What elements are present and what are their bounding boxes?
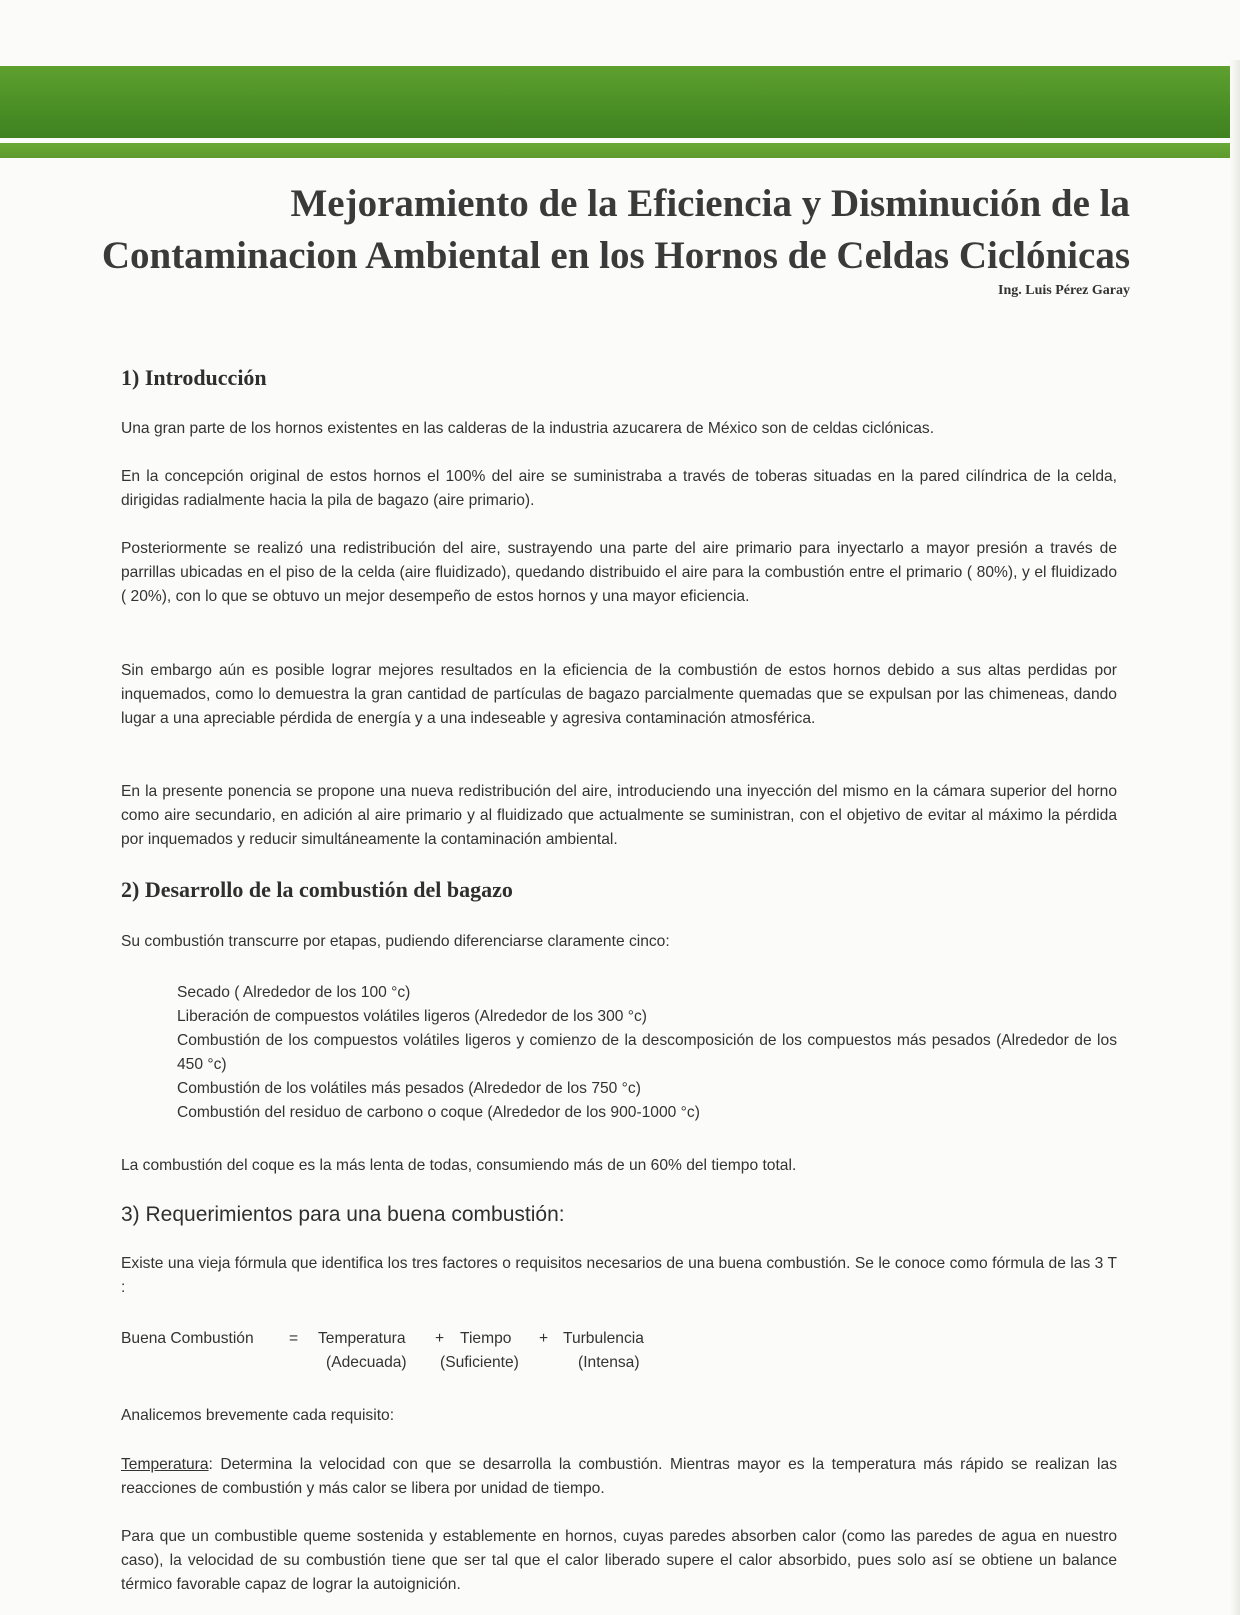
formula-term-turbulencia: Turbulencia (563, 1330, 644, 1347)
formula-term-temperatura: Temperatura (318, 1330, 406, 1347)
formula-equals: = (289, 1330, 299, 1347)
combustion-stages-list (177, 981, 1117, 1125)
banner-stripe (0, 143, 1240, 158)
temperatura-term: Temperatura (121, 1456, 209, 1473)
title-line-1: Mejoramiento de la Eficiencia y Disminución de la (290, 182, 1130, 225)
author-name: Ing. Luis Pérez Garay (998, 283, 1130, 298)
formula-qualifier-suficiente: (Suficiente) (440, 1354, 519, 1371)
header-banner (0, 66, 1240, 138)
final-paragraph: Para que un combustible queme sostenida y establemente en hornos, cuyas paredes absorben calor (como las paredes de agua en nuestro caso), la velocidad de su combustión tiene que ser tal que el calor liberado supere el calor absorbido, pues solo así se obtiene un balance térmico favorable capaz de lograr la autoignición. (121, 1528, 1117, 1593)
stage-item: Combustión de los compuestos volátiles ligeros y comienzo de la descomposición de los compuestos más pesados (Alrededor de los 450 °c) (177, 1032, 1117, 1073)
section-2-intro: Su combustión transcurre por etapas, pudiendo diferenciarse claramente cinco: (121, 933, 670, 950)
document-title (30, 178, 1130, 282)
title-line-2: Contaminacion Ambiental en los Hornos de Celdas Ciclónicas (101, 234, 1130, 277)
page-edge-shadow (1230, 60, 1240, 1615)
stage-item: Combustión de los volátiles más pesados (Alrededor de los 750 °c) (177, 1080, 641, 1097)
section-2-closing: La combustión del coque es la más lenta de todas, consumiendo más de un 60% del tiempo total. (121, 1157, 797, 1174)
formula-qualifier-adecuada: (Adecuada) (326, 1354, 407, 1371)
section-3-heading: 3) Requerimientos para una buena combustión: (121, 1203, 565, 1226)
stage-item: Secado ( Alrededor de los 100 °c) (177, 984, 411, 1001)
section-2-heading: 2) Desarrollo de la combustión del bagazo (121, 877, 513, 902)
temperatura-definition: : Determina la velocidad con que se desarrolla la combustión. Mientras mayor es la temperatura más rápido se realizan las reacciones de combustión y más calor se libera por unidad de tiempo. (121, 1456, 1117, 1497)
stage-item: Liberación de compuestos volátiles ligeros (Alrededor de los 300 °c) (177, 1008, 647, 1025)
section-1-heading: 1) Introducción (121, 365, 267, 390)
formula-lhs: Buena Combustión (121, 1330, 254, 1347)
formula-term-tiempo: Tiempo (460, 1330, 512, 1347)
formula-qualifier-intensa: (Intensa) (578, 1354, 640, 1371)
intro-paragraph-5: En la presente ponencia se propone una nueva redistribución del aire, introduciendo una inyección del mismo en la cámara superior del horno como aire secundario, en adición al aire primario y al fluidizado que actualmente se suministran, con el objetivo de evitar al máximo la pérdida por inquemados y reducir simultáneamente la contaminación ambiental. (121, 783, 1117, 848)
stage-item: Combustión del residuo de carbono o coque (Alrededor de los 900-1000 °c) (177, 1104, 700, 1121)
intro-paragraph-2: En la concepción original de estos hornos el 100% del aire se suministraba a través de toberas situadas en la pared cilíndrica de la celda, dirigidas radialmente hacia la pila de bagazo (aire primario). (121, 468, 1117, 509)
temperatura-paragraph (121, 1453, 1117, 1501)
intro-paragraph-4: Sin embargo aún es posible lograr mejores resultados en la eficiencia de la combustión de estos hornos debido a sus altas perdidas por inquemados, como lo demuestra la gran cantidad de partículas de bagazo parcialmente quemadas que se expulsan por las chimeneas, dando lugar a una apreciable pérdida de energía y a una indeseable y agresiva contaminación atmosférica. (121, 662, 1117, 727)
formula-plus-2: + (539, 1330, 549, 1347)
formula-plus-1: + (435, 1330, 445, 1347)
intro-paragraph-3: Posteriormente se realizó una redistribución del aire, sustrayendo una parte del aire primario para inyectarlo a mayor presión a través de parrillas ubicadas en el piso de la celda (aire fluidizado), quedando distribuido el aire para la combustión entre el primario ( 80%), y el fluidizado ( 20%), con lo que se obtuvo un mejor desempeño de estos hornos y una mayor eficiencia. (121, 540, 1117, 605)
section-3-intro: Existe una vieja fórmula que identifica los tres factores o requisitos necesarios de una buena combustión. Se le conoce como fórmula de las 3 T : (121, 1255, 1117, 1296)
analyze-line: Analicemos brevemente cada requisito: (121, 1407, 395, 1424)
intro-paragraph-1: Una gran parte de los hornos existentes en las calderas de la industria azucarera de México son de celdas ciclónicas. (121, 420, 935, 437)
